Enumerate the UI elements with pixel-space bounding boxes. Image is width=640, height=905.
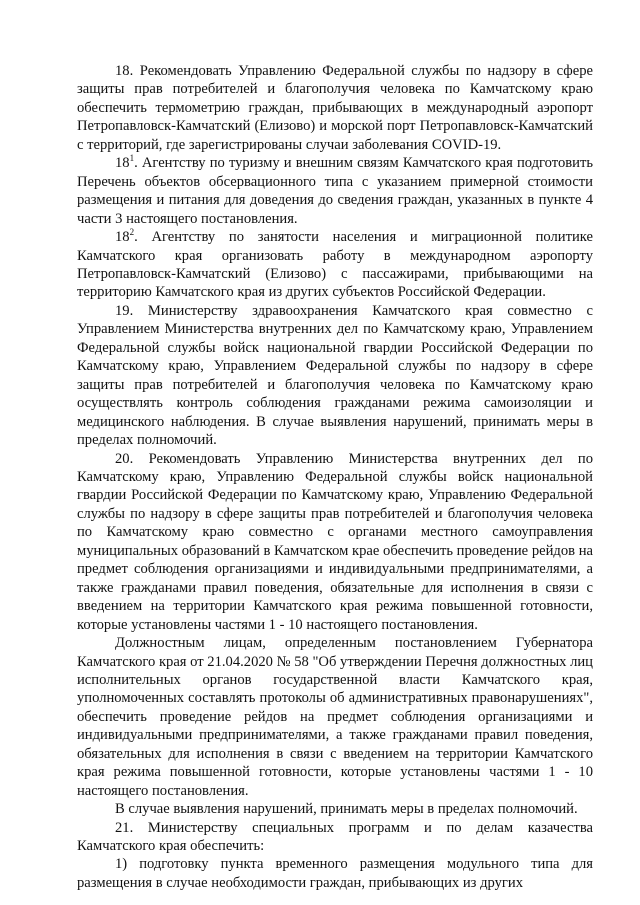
paragraph-19 <box>77 302 593 450</box>
paragraph-20 <box>77 450 593 635</box>
paragraph-text: Министерству специальных программ и по делам казачества Камчатского края обеспечить: <box>77 819 593 855</box>
paragraph-18-2 <box>77 228 593 302</box>
paragraph-officials <box>77 634 593 800</box>
paragraph-text: В случае выявления нарушений, принимать меры в пределах полномочий. <box>115 801 578 818</box>
paragraph-number: 20. <box>115 450 134 467</box>
paragraph-18 <box>77 62 593 154</box>
paragraph-text: Рекомендовать Управлению Министерства внутренних дел по Камчатскому краю, Управлению Федеральной службы войск национальной гвардии Российской Федерации по Камчатскому краю, Управлению Федеральной службы по надзору в сфере защиты прав потребителей и благополучия человека по Камчатскому краю совместно с органами местного самоуправления муниципальных образований в Камчатском крае обеспечить проведение рейдов на предмет соблюдения организациями и индивидуальными предпринимателями, а также гражданами правил поведения, обязательные для исполнения в связи с введением на территории Камчатского края режима повышенной готовности, которые установлены частями 1 - 10 настоящего постановления. <box>77 450 593 633</box>
paragraph-text: 1) подготовку пункта временного размещения модульного типа для размещения в случае необходимости граждан, прибывающих из других <box>77 856 593 891</box>
document-body <box>77 62 593 892</box>
paragraph-number: 21. <box>115 819 134 836</box>
paragraph-number: $18^2$ <box>115 227 135 246</box>
paragraph-number: 19. <box>115 302 134 319</box>
paragraph-21 <box>77 819 593 856</box>
paragraph-text: . Агентству по занятости населения и миграционной политике Камчатского края организовать работу в международном аэропорту Петропавловск-Камчатский (Елизово) с пассажирами, прибывающими на территорию Камчатского края из других субъектов Российской Федерации. <box>77 229 593 301</box>
paragraph-21-item-1 <box>77 855 593 892</box>
paragraph-text: Должностным лицам, определенным постановлением Губернатора Камчатского края от 21.04.2020 № 58 "Об утверждении Перечня должностных лиц исполнительных органов государственной власти Камчатского края, уполномоченных составлять протоколы об административных правонарушениях", обеспечить проведение рейдов на предмет соблюдения организациями и индивидуальными предпринимателями, а также гражданами правил поведения, обязательных для исполнения в связи с введением на территории Камчатского края режима повышенной готовности, которые установлены частями 1 - 10 настоящего постановления. <box>77 635 593 799</box>
paragraph-text: Рекомендовать Управлению Федеральной службы по надзору в сфере защиты прав потребителей и благополучия человека по Камчатскому краю обеспечить термометрию граждан, прибывающих в международный аэропорт Петропавловск-Камчатский (Елизово) и морской порт Петропавловск-Камчатский с территорий, где зарегистрированы случаи заболевания COVID-19. <box>77 63 593 153</box>
paragraph-number: $18^1$ <box>115 153 135 172</box>
paragraph-number: 18. <box>115 63 134 79</box>
paragraph-violations <box>77 800 593 818</box>
paragraph-text: . Агентству по туризму и внешним связям Камчатского края подготовить Перечень объектов обсервационного типа с указанием примерной стоимости размещения и питания для доведения до сведения граждан, указанных в пункте 4 части 3 настоящего постановления. <box>77 155 593 227</box>
paragraph-text: Министерству здравоохранения Камчатского края совместно с Управлением Министерства внутренних дел по Камчатскому краю, Управлением Федеральной службы войск национальной гвардии Российской Федерации по Камчатскому краю, Управлением Федеральной службы по надзору в сфере защиты прав потребителей и благополучия человека по Камчатскому краю осуществлять контроль соблюдения гражданами режима самоизоляции и медицинского наблюдения. В случае выявления нарушений, принимать меры в пределах полномочий. <box>77 302 593 449</box>
paragraph-18-1 <box>77 154 593 228</box>
